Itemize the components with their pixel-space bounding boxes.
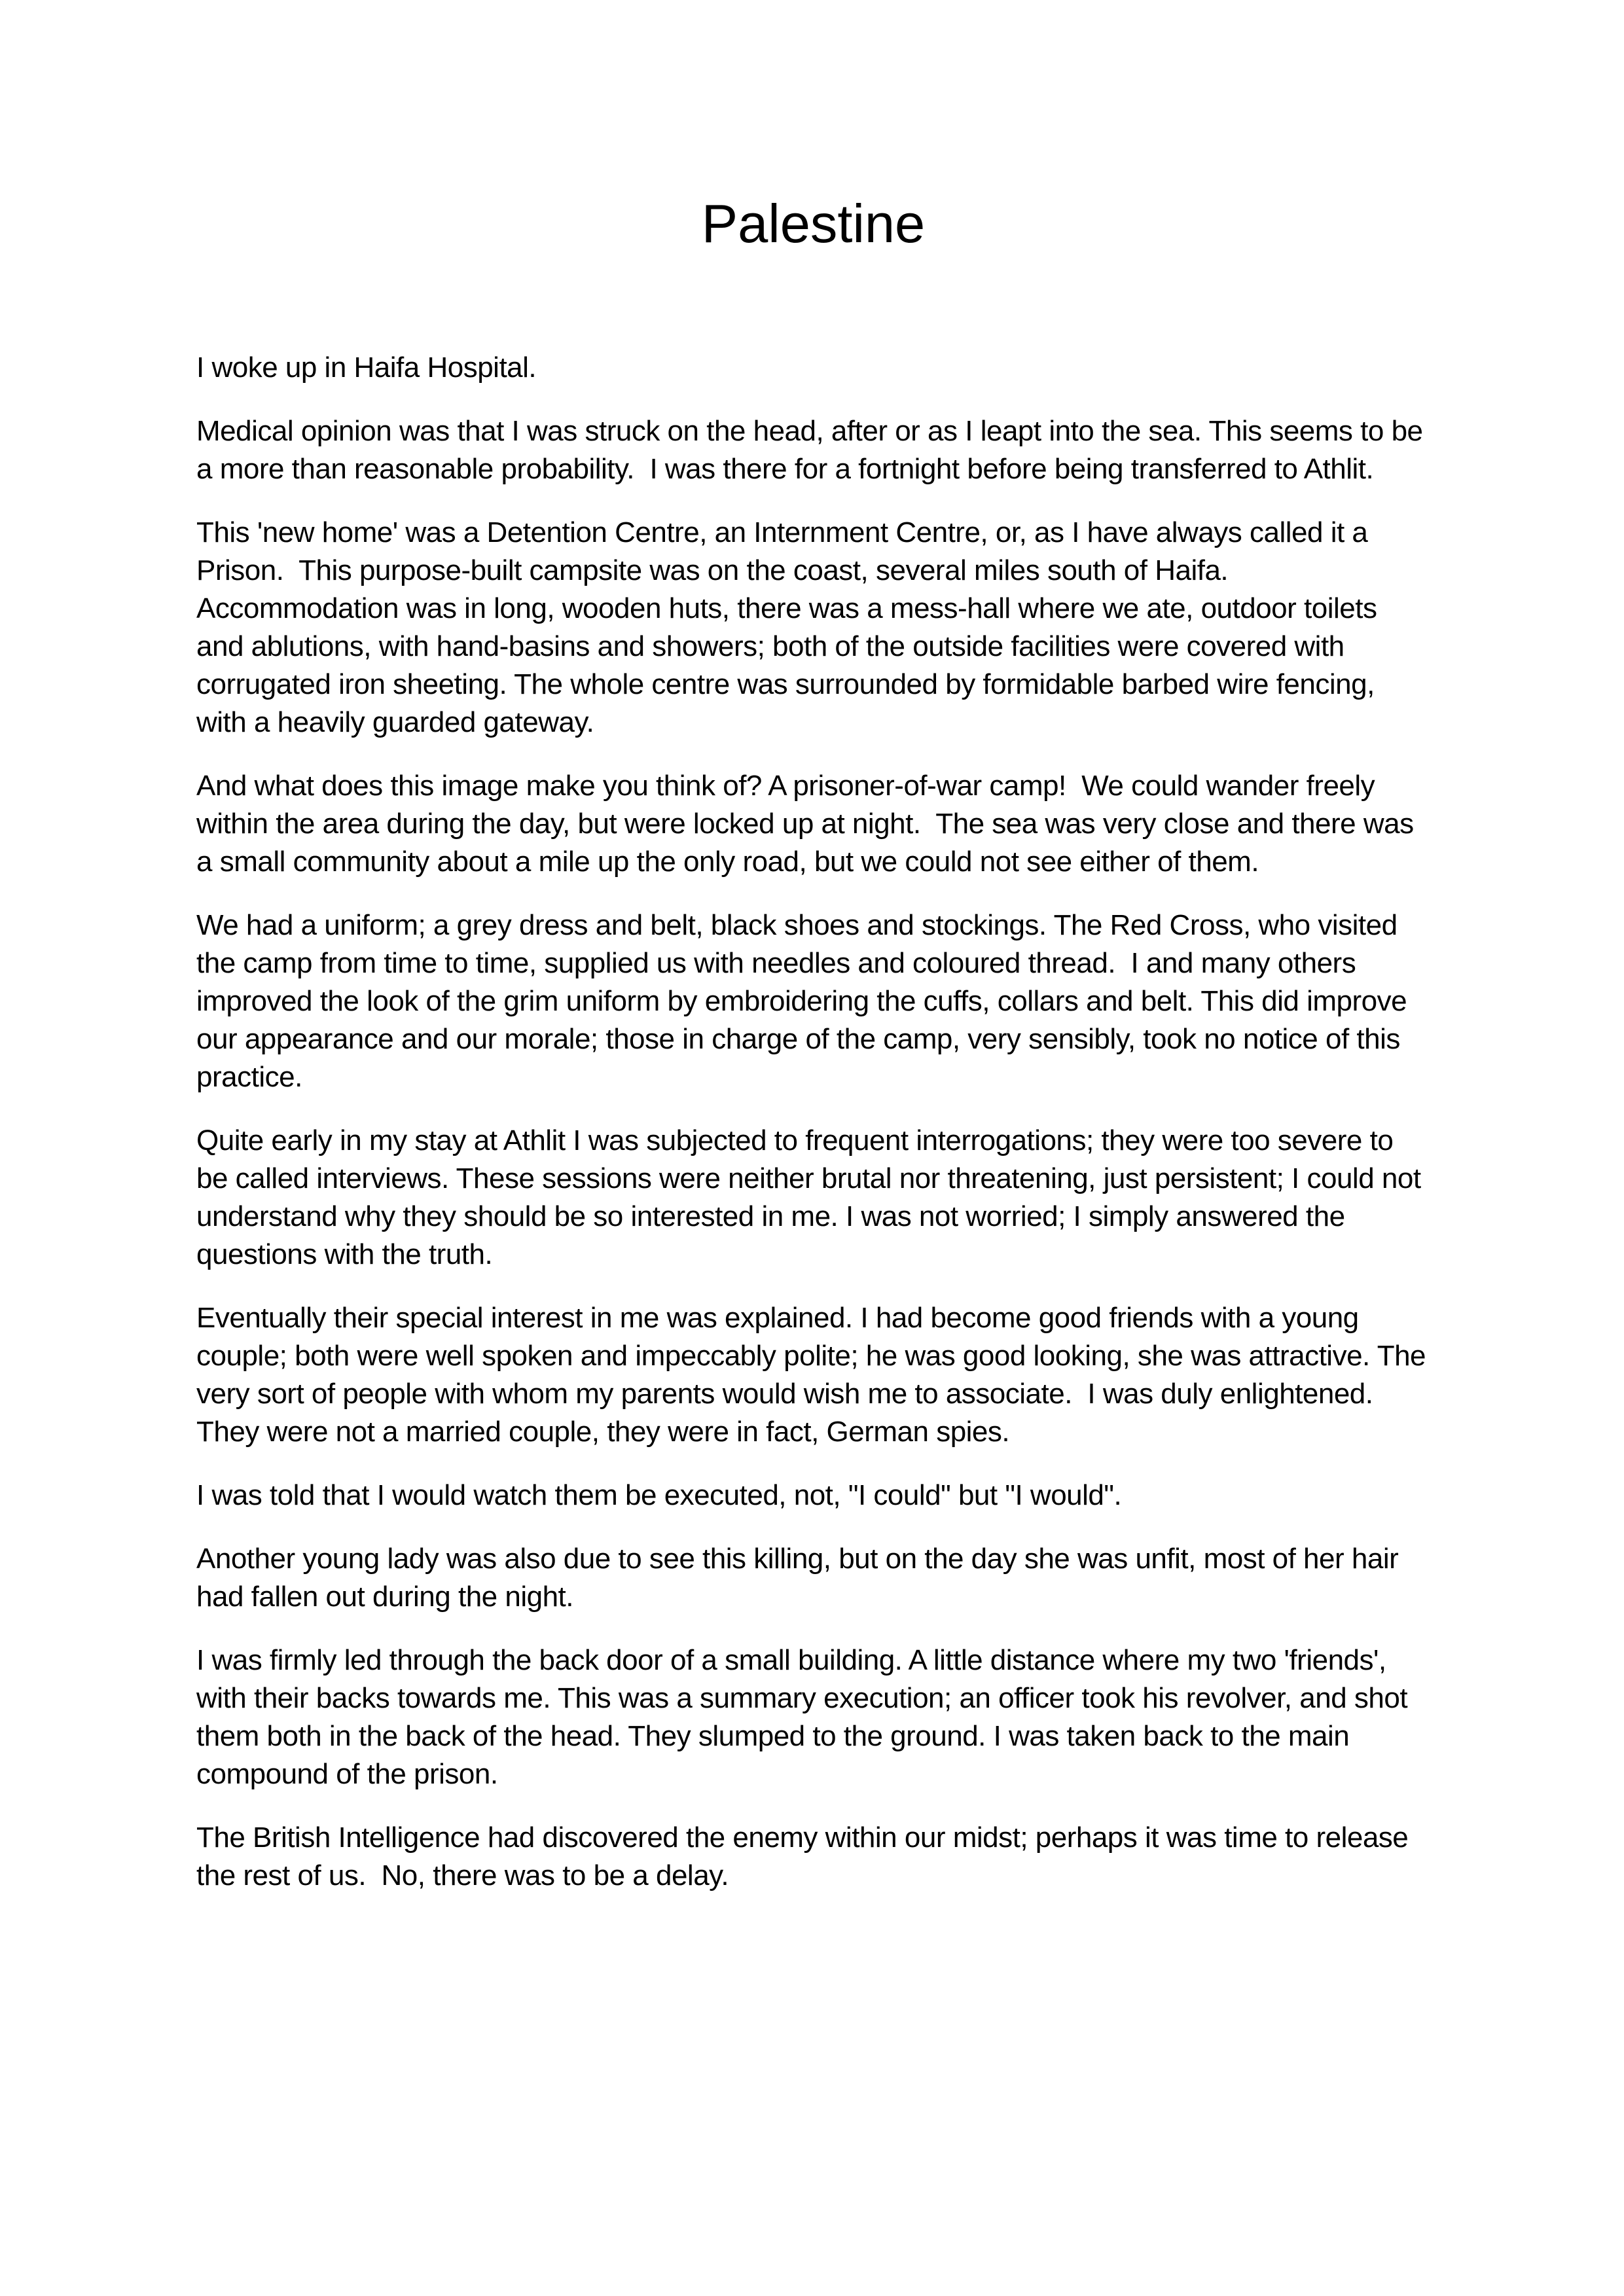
paragraph-1: I woke up in Haifa Hospital.: [196, 351, 537, 384]
paragraph-3: This 'new home' was a Detention Centre, an Internment Centre, or, as I have always called it a Prison. This purpose-built campsite was on the coast, several miles south of Haifa. Accommodation was in long, wooden huts, there was a mess-hall where we ate, outdoor toilets and ablutions, with hand-basins and showers; both of the outside facilities were covered with corrugated iron sheeting. The whole centre was surrounded by formidable barbed wire fencing, with a heavily guarded gateway.: [196, 516, 1385, 738]
paragraph-11: The British Intelligence had discovered the enemy within our midst; perhaps it was time to release the rest of us. No, there was to be a delay.: [196, 1821, 1416, 1892]
paragraph-6: Quite early in my stay at Athlit I was subjected to frequent interrogations; they were too severe to be called interviews. These sessions were neither brutal nor threatening, just persistent; I could not understand why they should be so interested in me. I was not worried; I simply answered the questions with the truth.: [196, 1124, 1429, 1270]
paragraph-4: And what does this image make you think of? A prisoner-of-war camp! We could wander freely within the area during the day, but were locked up at night. The sea was very close and there was a small community about a mile up the only road, but we could not see either of them.: [196, 770, 1422, 878]
paragraph-5: We had a uniform; a grey dress and belt, black shoes and stockings. The Red Cross, who visited the camp from time to time, supplied us with needles and coloured thread. I and many others improved the look of the grim uniform by embroidering the cuffs, collars and belt. This did improve our appearance and our morale; those in charge of the camp, very sensibly, took no notice of this practice.: [196, 909, 1415, 1093]
paragraph-9: Another young lady was also due to see this killing, but on the day she was unfit, most of her hair had fallen out during the night.: [196, 1543, 1406, 1613]
paragraph-2: Medical opinion was that I was struck on the head, after or as I leapt into the sea. This seems to be a more than reasonable probability. I was there for a fortnight before being transferred to Athlit.: [196, 415, 1431, 485]
paragraph-7: Eventually their special interest in me was explained. I had become good friends with a young couple; both were well spoken and impeccably polite; he was good looking, she was attractive. The very sort of people with whom my parents would wish me to associate. I was duly enlightened. They were not a married couple, they were in fact, German spies.: [196, 1302, 1434, 1448]
paragraph-8: I was told that I would watch them be executed, not, "I could" but "I would".: [196, 1479, 1122, 1511]
document-title: Palestine: [701, 193, 926, 254]
paragraph-10: I was firmly led through the back door of a small building. A little distance where my two 'friends', with their backs towards me. This was a summary execution; an officer took his revolver, and shot them both in the back of the head. They slumped to the ground. I was taken back to the main compound of the prison.: [196, 1644, 1415, 1790]
